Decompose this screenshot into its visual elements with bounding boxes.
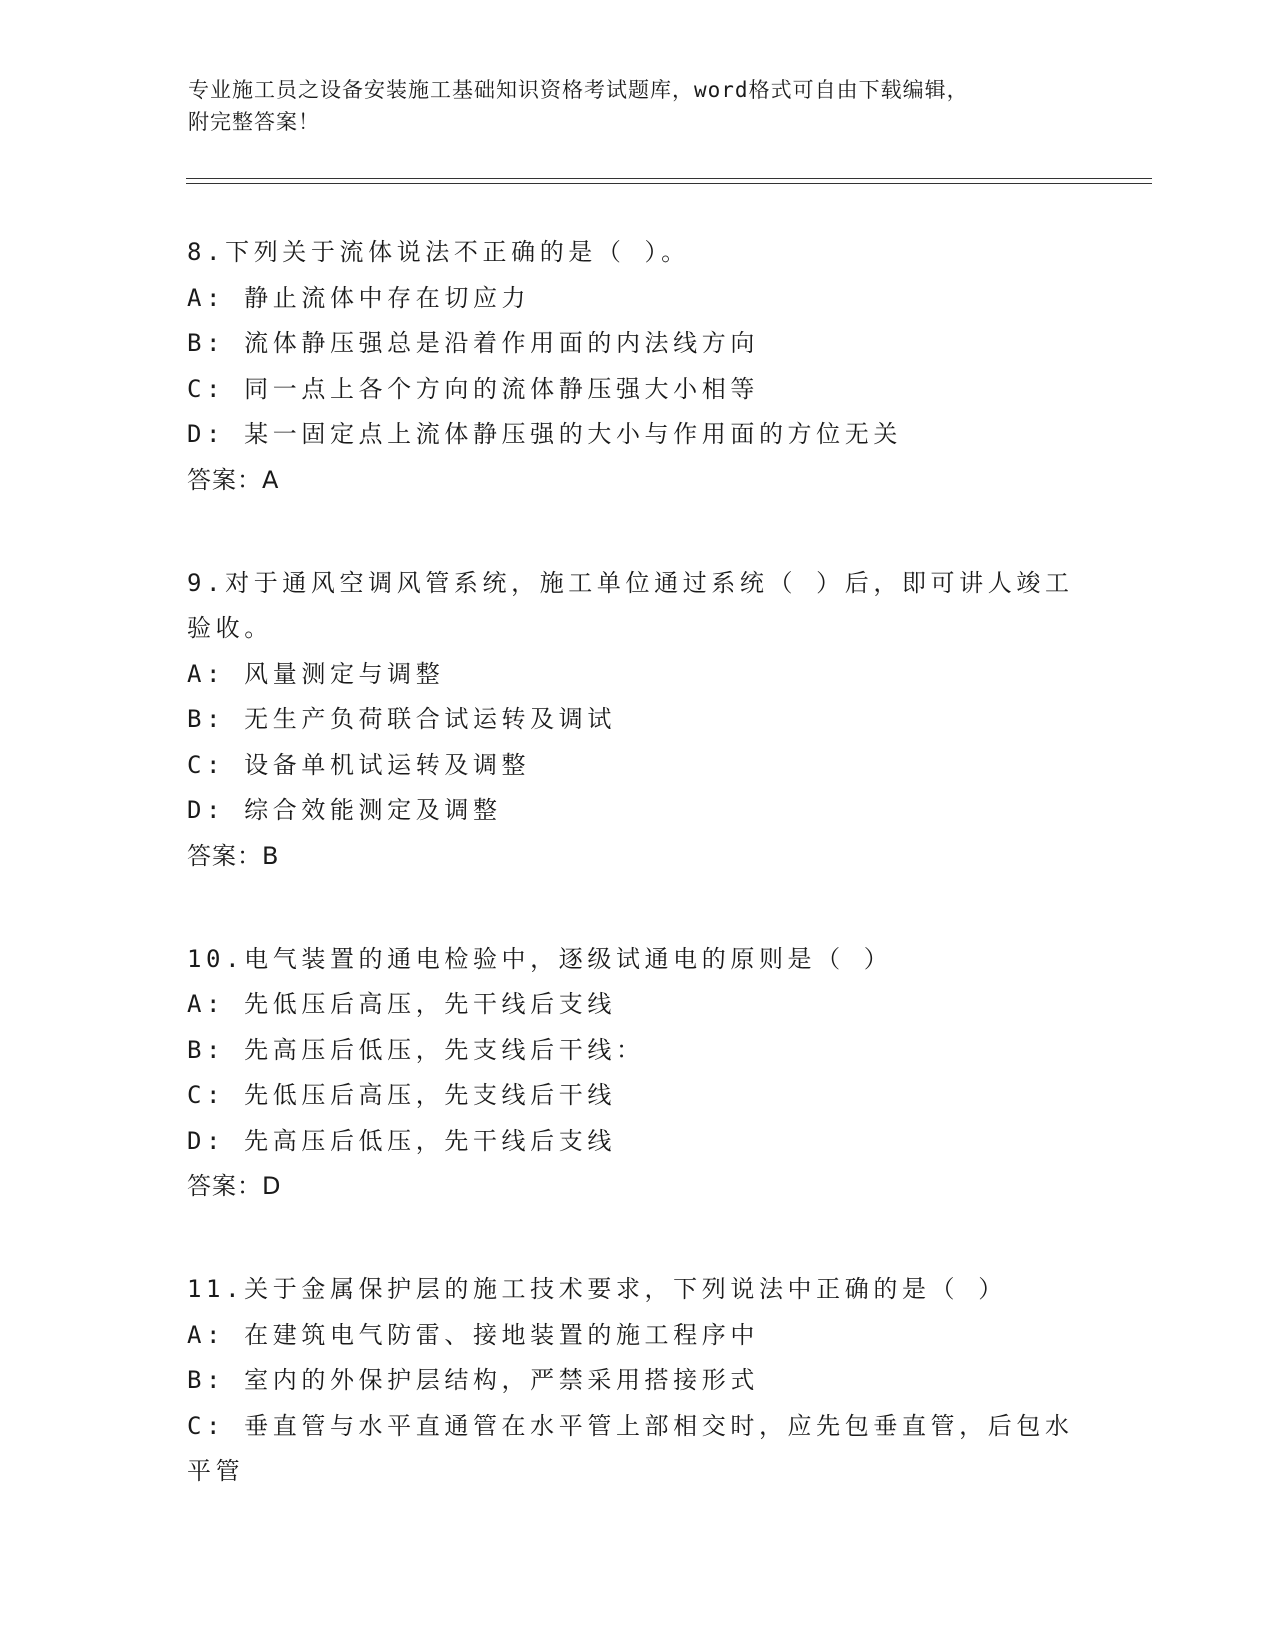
option-c: C: 垂直管与水平直通管在水平管上部相交时，应先包垂直管，后包水平管 (187, 1411, 1074, 1485)
option-b: B: 先高压后低压，先支线后干线： (187, 1035, 645, 1064)
option-d: D: 某一固定点上流体静压强的大小与作用面的方位无关 (187, 420, 902, 448)
document-header-note (188, 74, 1088, 138)
option-c: C: 先低压后高压，先支线后干线 (187, 1081, 616, 1109)
option-d: D: 先高压后低压，先干线后支线 (187, 1126, 616, 1155)
option-b: B: 流体静压强总是沿着作用面的内法线方向 (187, 329, 759, 357)
option-b: B: 室内的外保护层结构，严禁采用搭接形式 (187, 1366, 759, 1394)
header-divider-top (186, 178, 1152, 179)
question-stem: 11.关于金属保护层的施工技术要求，下列说法中正确的是（ ） (187, 1275, 1007, 1303)
header-line-2: 附完整答案！ (188, 110, 320, 134)
question-stem: 8.下列关于流体说法不正确的是（ ）。 (187, 238, 690, 266)
question-10 (187, 937, 1087, 1210)
question-11 (187, 1267, 1087, 1495)
option-c: C: 设备单机试运转及调整 (187, 750, 531, 779)
answer-line: 答案：B (187, 841, 280, 870)
header-divider-bottom (186, 183, 1152, 184)
question-9 (187, 561, 1087, 879)
header-line-1: 专业施工员之设备安装施工基础知识资格考试题库，word格式可自由下载编辑， (188, 78, 969, 102)
option-a: A: 风量测定与调整 (187, 659, 445, 688)
option-a: A: 静止流体中存在切应力 (187, 283, 531, 312)
question-list (187, 230, 1087, 1553)
option-a: A: 先低压后高压，先干线后支线 (187, 990, 616, 1018)
option-d: D: 综合效能测定及调整 (187, 796, 502, 824)
option-a: A: 在建筑电气防雷、接地装置的施工程序中 (187, 1320, 759, 1349)
question-stem: 9.对于通风空调风管系统，施工单位通过系统（ ）后，即可讲人竣工验收。 (187, 568, 1074, 642)
answer-line: 答案：D (187, 1172, 282, 1200)
option-b: B: 无生产负荷联合试运转及调试 (187, 705, 616, 733)
option-c: C: 同一点上各个方向的流体静压强大小相等 (187, 374, 759, 403)
answer-line: 答案：A (187, 465, 280, 494)
question-stem: 10.电气装置的通电检验中，逐级试通电的原则是（ ） (187, 944, 893, 973)
question-8 (187, 230, 1087, 503)
